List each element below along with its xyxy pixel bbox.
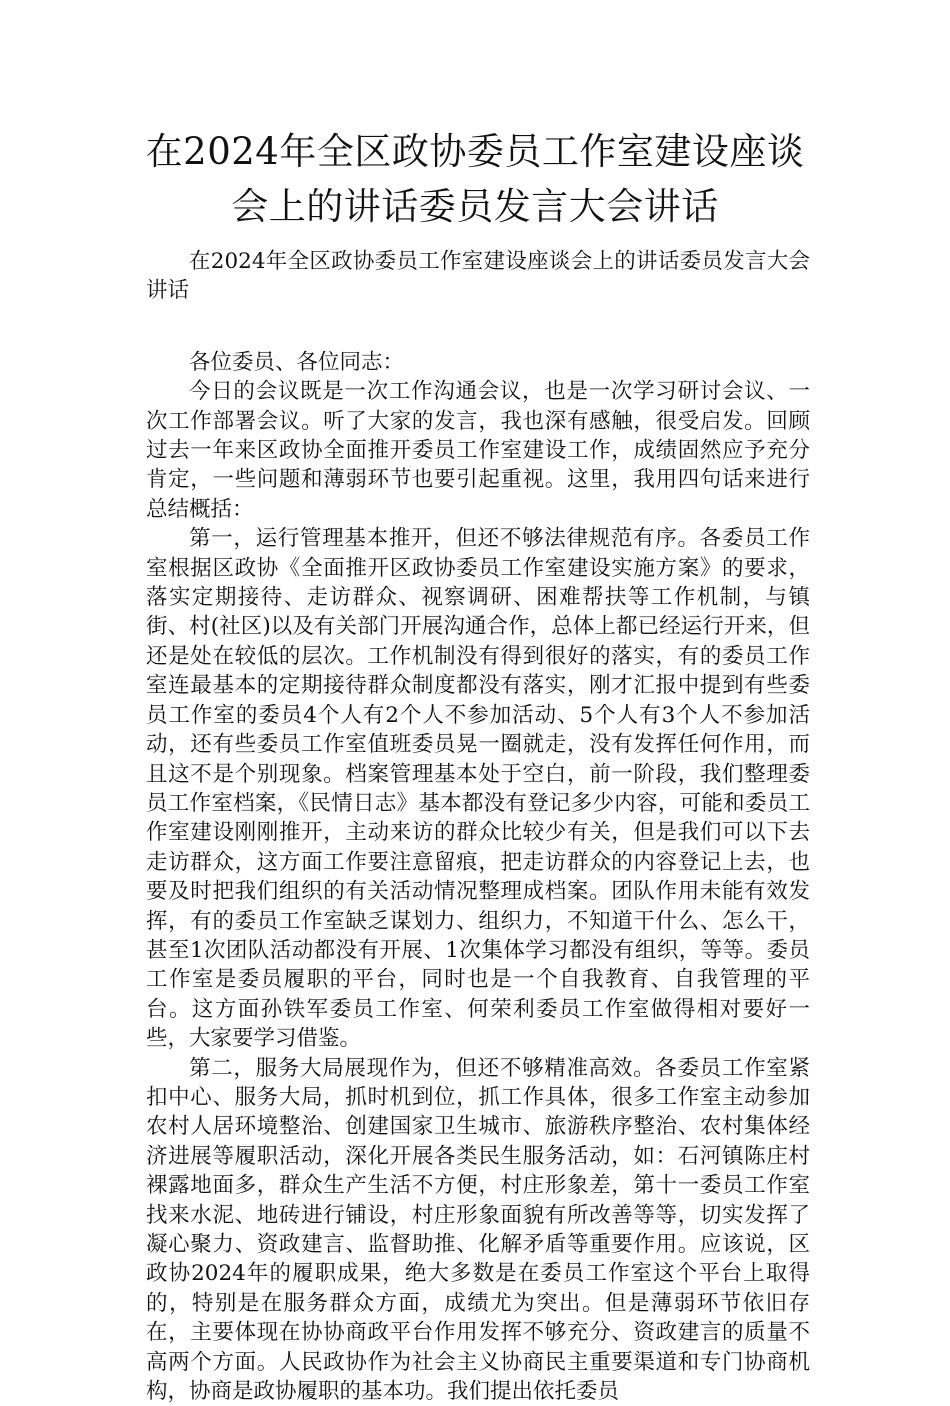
document-subtitle: 在2024年全区政协委员工作室建设座谈会上的讲话委员发言大会讲话 [146,249,810,304]
body-paragraph: 第二，服务大局展现作为，但还不够精准高效。各委员工作室紧扣中心、服务大局，抓时机到位，抓工作具体，很多工作室主动参加农村人居环境整治、创建国家卫生城市、旅游秩序整治、农村集体经济进展等履职活动，深化开展各类民生服务活动，如：石河镇陈庄村裸露地面多，群众生产生活不方便，村庄形象差，第十一委员工作室找来水泥、地砖进行铺设，村庄形象面貌有所改善等等，切实发挥了凝心聚力、资政建言、监督助推、化解矛盾等重要作用。应该说，区政协2024年的履职成果，绝大多数是在委员工作室这个平台上取得的，特别是在服务群众方面，成绩尤为突出。但是薄弱环节依旧存在，主要体现在协协商政平台作用发挥不够充分、资政建言的质量不高两个方面。人民政协作为社会主义协商民主重要渠道和专门协商机构，协商是政协履职的基本功。我们提出依托委员 [146,1055,810,1405]
body-paragraph: 今日的会议既是一次工作沟通会议，也是一次学习研讨会议、一次工作部署会议。听了大家的发言，我也深有感触，很受启发。回顾过去一年来区政协全面推开委员工作室建设工作，成绩固然应予充分肯定，一些问题和薄弱环节也要引起重视。这里，我用四句话来进行总结概括： [146,379,810,522]
document-title: 在2024年全区政协委员工作室建设座谈会上的讲话委员发言大会讲话 [145,130,805,228]
body-paragraph: 第一，运行管理基本推开，但还不够法律规范有序。各委员工作室根据区政协《全面推开区政协委员工作室建设实施方案》的要求，落实定期接待、走访群众、视察调研、困难帮扶等工作机制，与镇街、村(社区)以及有关部门开展沟通合作，总体上都已经运行开来，但还是处在较低的层次。工作机制没有得到很好的落实，有的委员工作室连最基本的定期接待群众制度都没有落实，刚才汇报中提到有些委员工作室的委员4个人有2个人不参加活动、5个人有3个人不参加活动，还有些委员工作室值班委员晃一圈就走，没有发挥任何作用，而且这不是个别现象。档案管理基本处于空白，前一阶段，我们整理委员工作室档案，《民情日志》基本都没有登记多少内容，可能和委员工作室建设刚刚推开，主动来访的群众比较少有关，但是我们可以下去走访群众，这方面工作要注意留痕，把走访群众的内容登记上去，也要及时把我们组织的有关活动情况整理成档案。团队作用未能有效发挥，有的委员工作室缺乏谋划力、组织力，不知道干什么、怎么干，甚至1次团队活动都没有开展、1次集体学习都没有组织，等等。委员工作室是委员履职的平台，同时也是一个自我教育、自我管理的平台。这方面孙铁军委员工作室、何荣利委员工作室做得相对要好一些，大家要学习借鉴。 [146,526,810,1052]
document-body [146,247,810,1406]
greeting-line: 各位委员、各位同志： [189,349,405,375]
